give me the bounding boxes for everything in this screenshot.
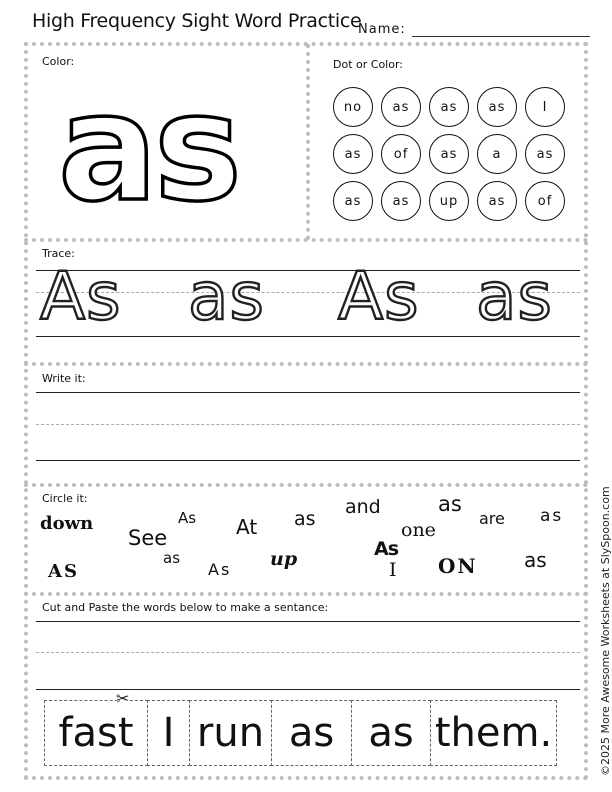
dot-circle[interactable]: I [525, 87, 565, 127]
dot-circle[interactable]: as [429, 87, 469, 127]
name-line[interactable] [412, 36, 590, 37]
word-tile[interactable]: I [147, 700, 190, 766]
trace-row [36, 258, 580, 342]
copyright-text: ©2025 More Awesome Worksheets at SlySpoon.com [599, 486, 612, 776]
dot-circle[interactable]: of [525, 181, 565, 221]
word-tiles [44, 700, 556, 766]
dot-circle[interactable]: of [381, 134, 421, 174]
scissor-icon: ✂ [116, 689, 130, 708]
circle-word[interactable]: As [178, 509, 197, 527]
divider-3 [24, 483, 588, 487]
circle-word[interactable]: See [128, 526, 168, 550]
write-top-line [36, 392, 580, 393]
circle-word[interactable]: As [208, 560, 232, 579]
circle-word[interactable]: up [270, 548, 298, 570]
dot-circle[interactable]: up [429, 181, 469, 221]
dot-circle[interactable]: as [333, 181, 373, 221]
circle-word[interactable]: as [524, 548, 547, 572]
big-outline-word[interactable]: as [58, 62, 238, 234]
write-label: Write it: [42, 372, 86, 385]
sentence-top-line [36, 621, 580, 622]
word-tile[interactable]: as [271, 700, 352, 766]
circle-word[interactable]: I [389, 559, 397, 581]
circle-word[interactable]: are [479, 509, 505, 528]
circle-word[interactable]: At [236, 515, 258, 539]
circle-word[interactable]: as [163, 549, 181, 567]
trace-word[interactable]: As [338, 258, 420, 335]
page-title: High Frequency Sight Word Practice [32, 10, 362, 32]
sentence-mid-line [36, 652, 580, 653]
trace-word[interactable]: as [188, 258, 265, 335]
name-label: Name: [358, 22, 406, 37]
dot-circle[interactable]: a [477, 134, 517, 174]
circle-word[interactable]: AS [48, 561, 79, 582]
circle-word[interactable]: as [294, 508, 316, 530]
dot-circle[interactable]: as [477, 87, 517, 127]
color-label: Color: [42, 55, 75, 68]
dot-circle[interactable]: as [381, 181, 421, 221]
dot-circle[interactable]: as [333, 134, 373, 174]
dot-circle[interactable]: as [525, 134, 565, 174]
divider-1 [24, 238, 588, 242]
dot-circle[interactable]: as [381, 87, 421, 127]
dot-circle[interactable]: no [333, 87, 373, 127]
circle-word[interactable]: one [401, 519, 436, 541]
word-tile[interactable]: as [351, 700, 431, 766]
circle-word[interactable]: as [540, 506, 564, 526]
circle-grid [333, 87, 568, 221]
circle-label: Circle it: [42, 492, 88, 505]
circle-word[interactable]: as [438, 492, 462, 516]
write-base-line[interactable] [36, 460, 580, 461]
dot-circle[interactable]: as [477, 181, 517, 221]
trace-word[interactable]: as [476, 258, 553, 335]
circle-word[interactable]: down [40, 513, 94, 534]
circle-word[interactable]: ON [438, 554, 478, 578]
divider-4 [24, 592, 588, 596]
cut-label: Cut and Paste the words below to make a sentance: [42, 601, 329, 614]
trace-label: Trace: [42, 247, 75, 260]
word-tile[interactable]: them. [430, 700, 557, 766]
word-tile[interactable]: run [189, 700, 272, 766]
dot-label: Dot or Color: [333, 58, 403, 71]
trace-word[interactable]: As [40, 258, 122, 335]
word-tile[interactable]: fast [44, 700, 148, 766]
circle-word[interactable]: As [374, 538, 399, 560]
write-mid-line [36, 424, 580, 425]
divider-2 [24, 362, 588, 366]
dot-circle[interactable]: as [429, 134, 469, 174]
circle-word[interactable]: and [345, 496, 381, 518]
divider-top-vertical [306, 44, 310, 240]
